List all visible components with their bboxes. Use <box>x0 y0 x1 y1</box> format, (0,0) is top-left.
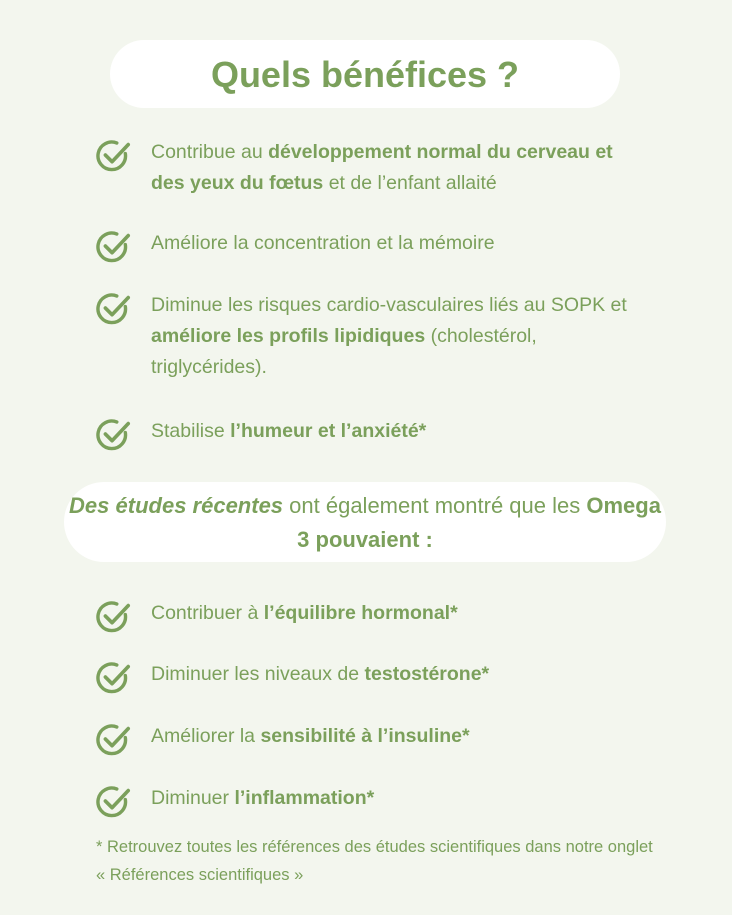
text-bold: l’inflammation* <box>234 787 375 809</box>
text: Stabilise <box>151 420 231 442</box>
check-circle-icon <box>94 783 132 821</box>
effect-item <box>94 721 651 759</box>
text-bold: développement normal du cerveau et des yeux du fœtus <box>151 141 613 194</box>
text: et de l’enfant allaité <box>323 172 497 194</box>
check-circle-icon <box>94 290 132 328</box>
check-circle-icon <box>94 416 132 454</box>
text-bold: l’humeur et l’anxiété* <box>230 420 427 442</box>
check-circle-icon <box>94 137 132 175</box>
text-bold-italic: Des études récentes <box>69 493 284 518</box>
page-title: Quels bénéfices ? <box>110 40 620 108</box>
text-bold: améliore les profils lipidiques <box>151 325 426 347</box>
text: Contribue au <box>151 141 269 163</box>
text-bold: testostérone* <box>364 663 490 685</box>
text-bold: l’équilibre hormonal* <box>263 602 458 624</box>
effect-item <box>94 659 651 697</box>
check-circle-icon <box>94 721 132 759</box>
text: (cholestérol, triglycérides). <box>151 325 537 378</box>
studies-heading <box>64 482 666 562</box>
text: Diminuer <box>151 787 235 809</box>
text: ont également montré que les <box>283 493 587 518</box>
text: Améliorer la <box>151 725 261 747</box>
text: Contribuer à <box>151 602 264 624</box>
effect-item <box>94 598 651 636</box>
check-circle-icon <box>94 659 132 697</box>
check-circle-icon <box>94 228 132 266</box>
effect-item <box>94 783 651 821</box>
benefit-item <box>94 137 651 199</box>
text-bold: Omega 3 pouvaient : <box>297 493 661 552</box>
text: Diminuer les niveaux de <box>151 663 365 685</box>
text-bold: sensibilité à l’insuline* <box>260 725 470 747</box>
text: Diminue les risques cardio-vasculaires liés au SOPK et <box>151 294 627 316</box>
benefit-item <box>94 416 651 454</box>
text: Améliore la concentration et la mémoire <box>151 232 495 254</box>
benefit-item <box>94 228 651 266</box>
footnote: * Retrouvez toutes les références des études scientifiques dans notre onglet « Références scientifiques » <box>96 838 653 884</box>
benefit-item <box>94 290 651 383</box>
check-circle-icon <box>94 598 132 636</box>
